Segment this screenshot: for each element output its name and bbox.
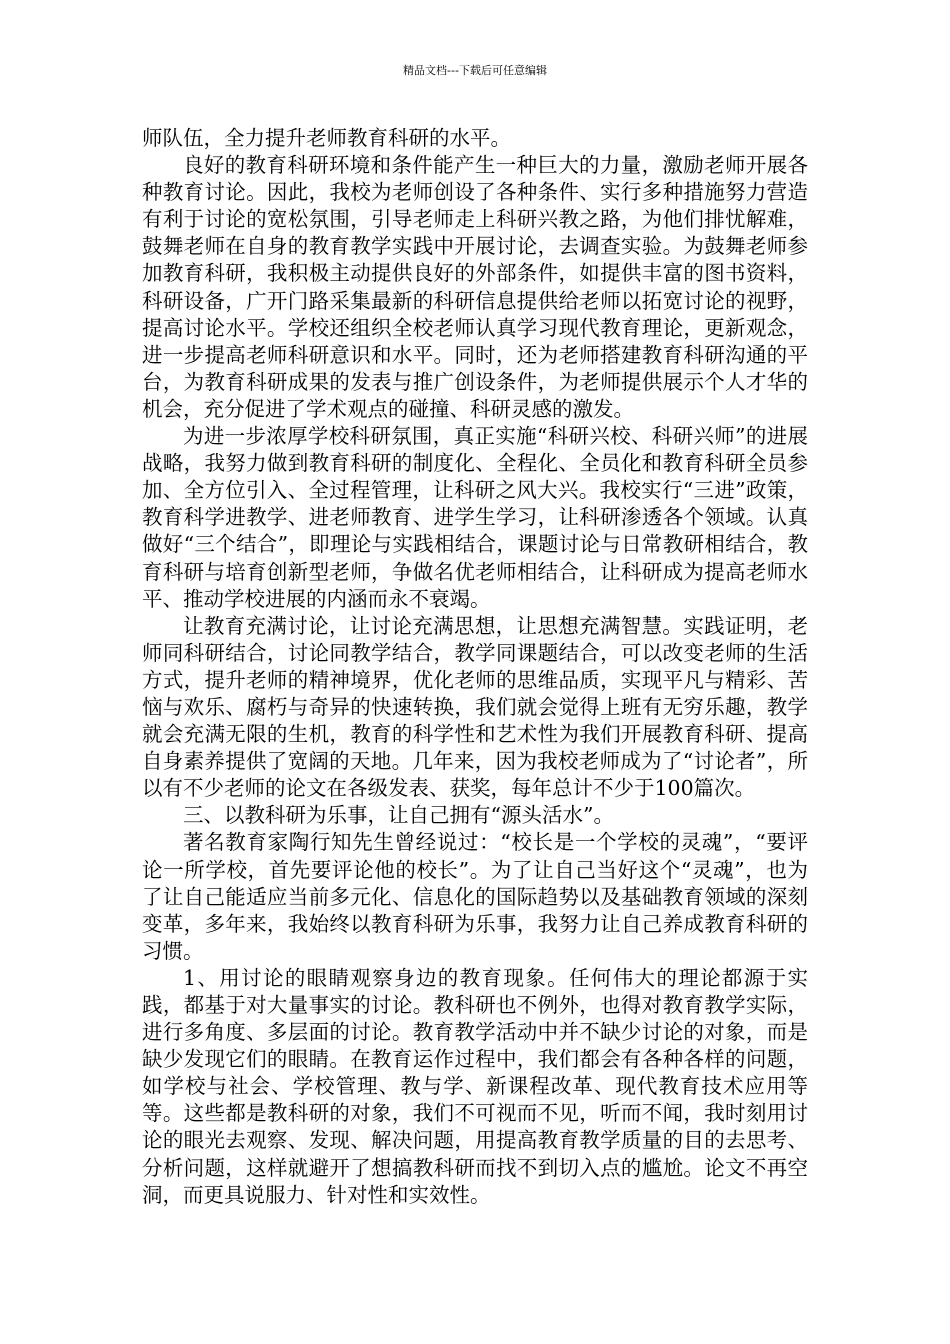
- document-body: [142, 125, 808, 1209]
- section-heading: 三、以教科研为乐事，让自己拥有“源头活水”。: [183, 803, 614, 828]
- paragraph: 1、用讨论的眼睛观察身边的教育现象。任何伟大的理论都源于实践，都基于对大量事实的讨论。教科研也不例外，也得对教育教学实际，进行多角度、多层面的讨论。教育教学活动中并不缺少讨论的对象，而是缺少发现它们的眼睛。在教育运作过程中，我们都会有各种各样的问题，如学校与社会、学校管理、教与学、新课程改革、现代教育技术应用等等。这些都是教科研的对象，我们不可视而不见，听而不闻，我时刻用讨论的眼光去观察、发现、解决问题，用提高教育教学质量的目的去思考、分析问题，这样就避开了想搞教科研而找不到切入点的尴尬。论文不再空洞，而更具说服力、针对性和实效性。: [142, 965, 808, 1207]
- paragraph: 为进一步浓厚学校科研氛围，真正实施“科研兴校、科研兴师”的进展战略，我努力做到教育科研的制度化、全程化、全员化和教育科研全员参加、全方位引入、全过程管理，让科研之风大兴。我校实行“三进”政策，教育科学进教学、进老师教育、进学生学习，让科研渗透各个领域。认真做好“三个结合”，即理论与实践相结合，课题讨论与日常教研相结合，教育科研与培育创新型老师，争做名优老师相结合，让科研成为提高老师水平、推动学校进展的内涵而永不衰竭。: [142, 424, 808, 611]
- paragraph-continuation: 师队伍，全力提升老师教育科研的水平。: [142, 126, 511, 150]
- page-header: 精品文档---下载后可任意编辑: [403, 64, 547, 77]
- paragraph: 让教育充满讨论，让讨论充满思想，让思想充满智慧。实践证明，老师同科研结合，讨论同教学结合，教学同课题结合，可以改变老师的生活方式，提升老师的精神境界，优化老师的思维品质，实现平凡与精彩、苦恼与欢乐、腐朽与奇异的快速转换，我们就会觉得上班有无穷乐趣，教学就会充满无限的生机，教育的科学性和艺术性为我们开展教育科研、提高自身素养提供了宽阔的天地。几年来，因为我校老师成为了“讨论者”，所以有不少老师的论文在各级发表、获奖，每年总计不少于100篇次。: [142, 613, 808, 801]
- paragraph: 良好的教育科研环境和条件能产生一种巨大的力量，激励老师开展各种教育讨论。因此，我校为老师创设了各种条件、实行多种措施努力营造有利于讨论的宽松氛围，引导老师走上科研兴教之路，为他们排忧解难，鼓舞老师在自身的教育教学实践中开展讨论，去调查实验。为鼓舞老师参加教育科研，我积极主动提供良好的外部条件，如提供丰富的图书资料，科研设备，广开门路采集最新的科研信息提供给老师以拓宽讨论的视野，提高讨论水平。学校还组织全校老师认真学习现代教育理论，更新观念，进一步提高老师科研意识和水平。同时，还为老师搭建教育科研沟通的平台，为教育科研成果的发表与推广创设条件，为老师提供展示个人才华的机会，充分促进了学术观点的碰撞、科研灵感的激发。: [142, 153, 808, 421]
- paragraph: 著名教育家陶行知先生曾经说过：“校长是一个学校的灵魂”，“要评论一所学校，首先要评论他的校长”。为了让自己当好这个“灵魂”，也为了让自己能适应当前多元化、信息化的国际趋势以及基础教育领域的深刻变革，多年来，我始终以教育科研为乐事，我努力让自己养成教育科研的习惯。: [142, 830, 808, 963]
